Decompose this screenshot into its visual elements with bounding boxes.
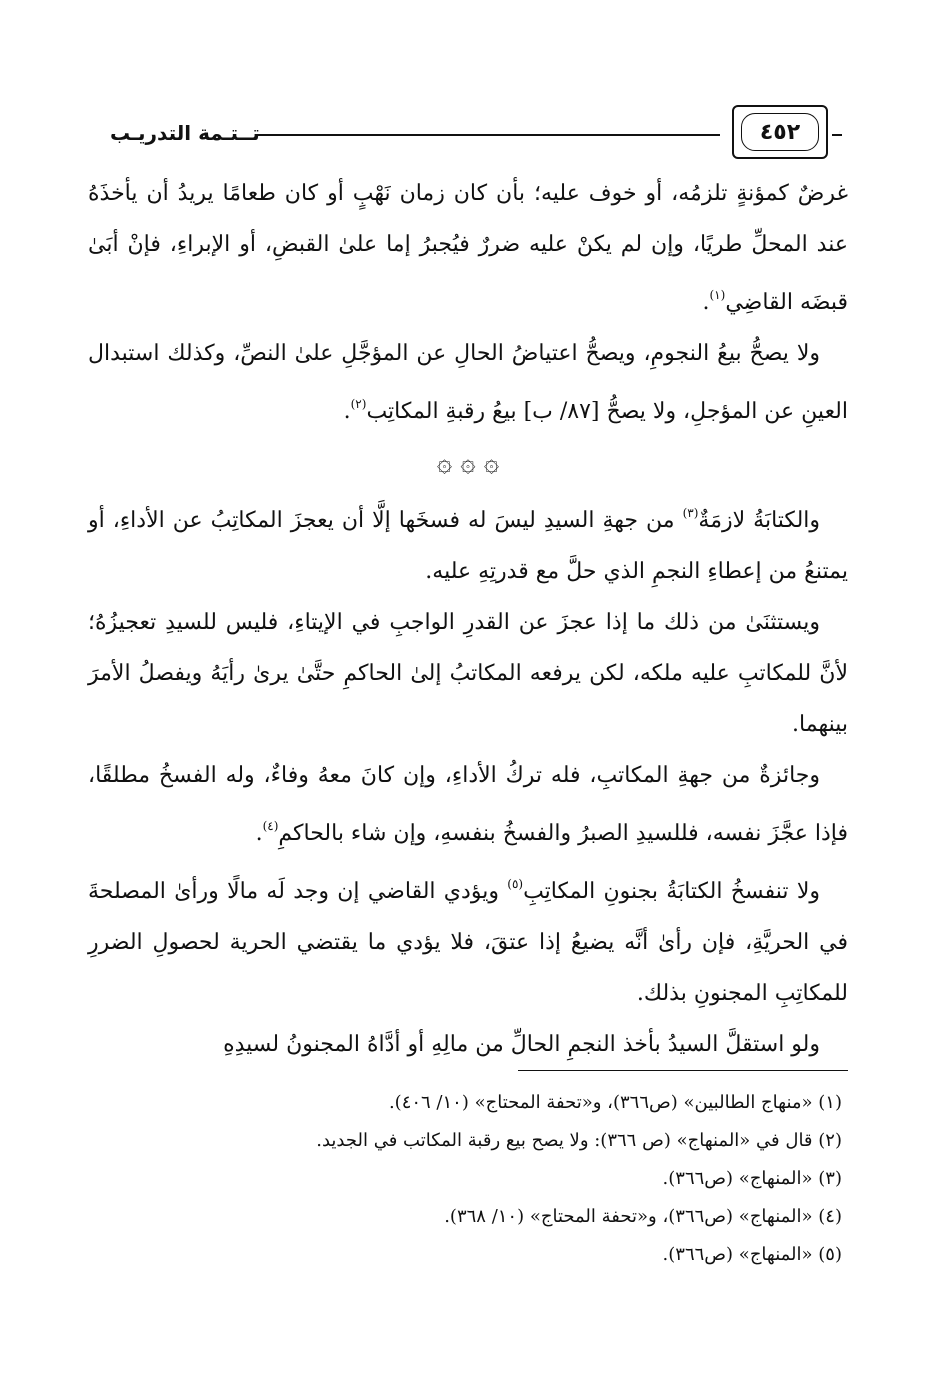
paragraph <box>88 328 848 437</box>
paragraph <box>88 859 848 1019</box>
text-run: ويؤدي القاضي إن وجد لَه مالًا ورأىٰ المصلحةَ في الحريَّةِ، فإن رأىٰ أنَّه يضيعُ إذا عتقَ، فلا يؤدي ما يقتضي الحرية لحصولِ الضررِ للمكاتِبِ المجنونِ بذلك. <box>88 879 848 1006</box>
page-number-frame <box>732 105 828 159</box>
header-rule-right <box>832 134 842 136</box>
footnote: (٢) قال في «المنهاج» (ص ٣٦٦): ولا يصح بيع رقبة المكاتب في الجديد. <box>316 1130 842 1151</box>
ornament-glyphs: ۞ ۞ ۞ <box>436 447 500 478</box>
paragraph <box>88 1019 848 1070</box>
paragraph <box>88 168 848 328</box>
text-run: ولو استقلَّ السيدُ بأخذ النجمِ الحالِّ من مالِهِ أو أدَّاهُ المجنونُ لسيدِهِ <box>223 1032 820 1057</box>
footnote: (١) «منهاج الطالبين» (ص٣٦٦)، و«تحفة المحتاج» (١٠/ ٤٠٦). <box>388 1092 842 1113</box>
footnote: (٥) «المنهاج» (ص٣٦٦). <box>662 1244 842 1265</box>
text-run: ولا يصحُّ بيعُ النجومِ، ويصحُّ اعتياضُ الحالِ عن المؤجَّلِ علىٰ النصِّ، وكذلك استبدال العينِ عن المؤجلِ، ولا يصحُّ [٨٧/ ب] بيعُ رقبةِ المكاتِب <box>88 341 848 424</box>
footnote-marker[interactable]: (٤) <box>262 819 279 833</box>
footnote-marker[interactable]: (٥) <box>507 877 524 891</box>
header-rule-left <box>258 134 720 136</box>
text-run: والكتابَةُ لازمَةٌ <box>698 508 821 533</box>
paragraph <box>88 750 848 859</box>
footnote: (٤) «المنهاج» (ص٣٦٦)، و«تحفة المحتاج» (١٠/ ٣٦٨). <box>444 1206 842 1227</box>
page-number: ٤٥٢ <box>741 113 819 151</box>
running-title: تــتـمة التدريـب <box>110 121 260 145</box>
footnote-marker[interactable]: (٣) <box>682 506 699 520</box>
section-ornament <box>88 437 848 488</box>
footnotes <box>142 1084 842 1274</box>
main-text <box>88 168 848 1070</box>
paragraph <box>88 597 848 750</box>
text-run: من جهةِ السيدِ ليسَ له فسخَها إلَّا أن يعجزَ المكاتِبُ عن الأداءِ، أو يمتنعُ من إعطاءِ النجمِ الذي حلَّ مع قدرتِهِ عليه. <box>88 508 848 584</box>
footnote: (٣) «المنهاج» (ص٣٦٦). <box>662 1168 842 1189</box>
text-run: . <box>343 399 351 424</box>
text-run: . <box>702 290 710 315</box>
text-run: ويستثنَىٰ من ذلك ما إذا عجزَ عن القدرِ الواجبِ في الإيتاءِ، فليس للسيدِ تعجيزُهُ؛ لأنَّ للمكاتبِ عليه ملكه، لكن يرفعه المكاتبُ إلىٰ الحاكمِ حتَّىٰ يرىٰ رأيَهُ ويفصلُ الأمرَ بينهما. <box>88 610 848 737</box>
paragraph <box>88 488 848 597</box>
footnote-marker[interactable]: (٢) <box>350 397 367 411</box>
text-run: غرضٌ كمؤنةٍ تلزمُه، أو خوف عليه؛ بأن كان زمان نَهْبٍ أو كان طعامًا يريدُ أن يأخذَهُ عند المحلِّ طريًا، وإن لم يكنْ عليه ضررٌ فيُجبرُ إما علىٰ القبضِ، أو الإبراءِ، فإنْ أبَىٰ قبضَه القاضِي <box>88 181 848 315</box>
text-run: . <box>255 821 263 846</box>
footnote-separator <box>518 1070 848 1071</box>
footnote-marker[interactable]: (١) <box>709 288 726 302</box>
text-run: وجائزةٌ من جهةِ المكاتبِ، فله تركُ الأداءِ، وإن كانَ معهُ وفاءٌ، وله الفسخُ مطلقًا، فإذا عجَّزَ نفسه، فللسيدِ الصبرُ والفسخُ بنفسهِ، وإن شاء بالحاكمِ <box>88 763 848 846</box>
text-run: ولا تنفسخُ الكتابَةُ بجنونِ المكاتِبِ <box>523 879 820 904</box>
page-header <box>110 103 840 165</box>
